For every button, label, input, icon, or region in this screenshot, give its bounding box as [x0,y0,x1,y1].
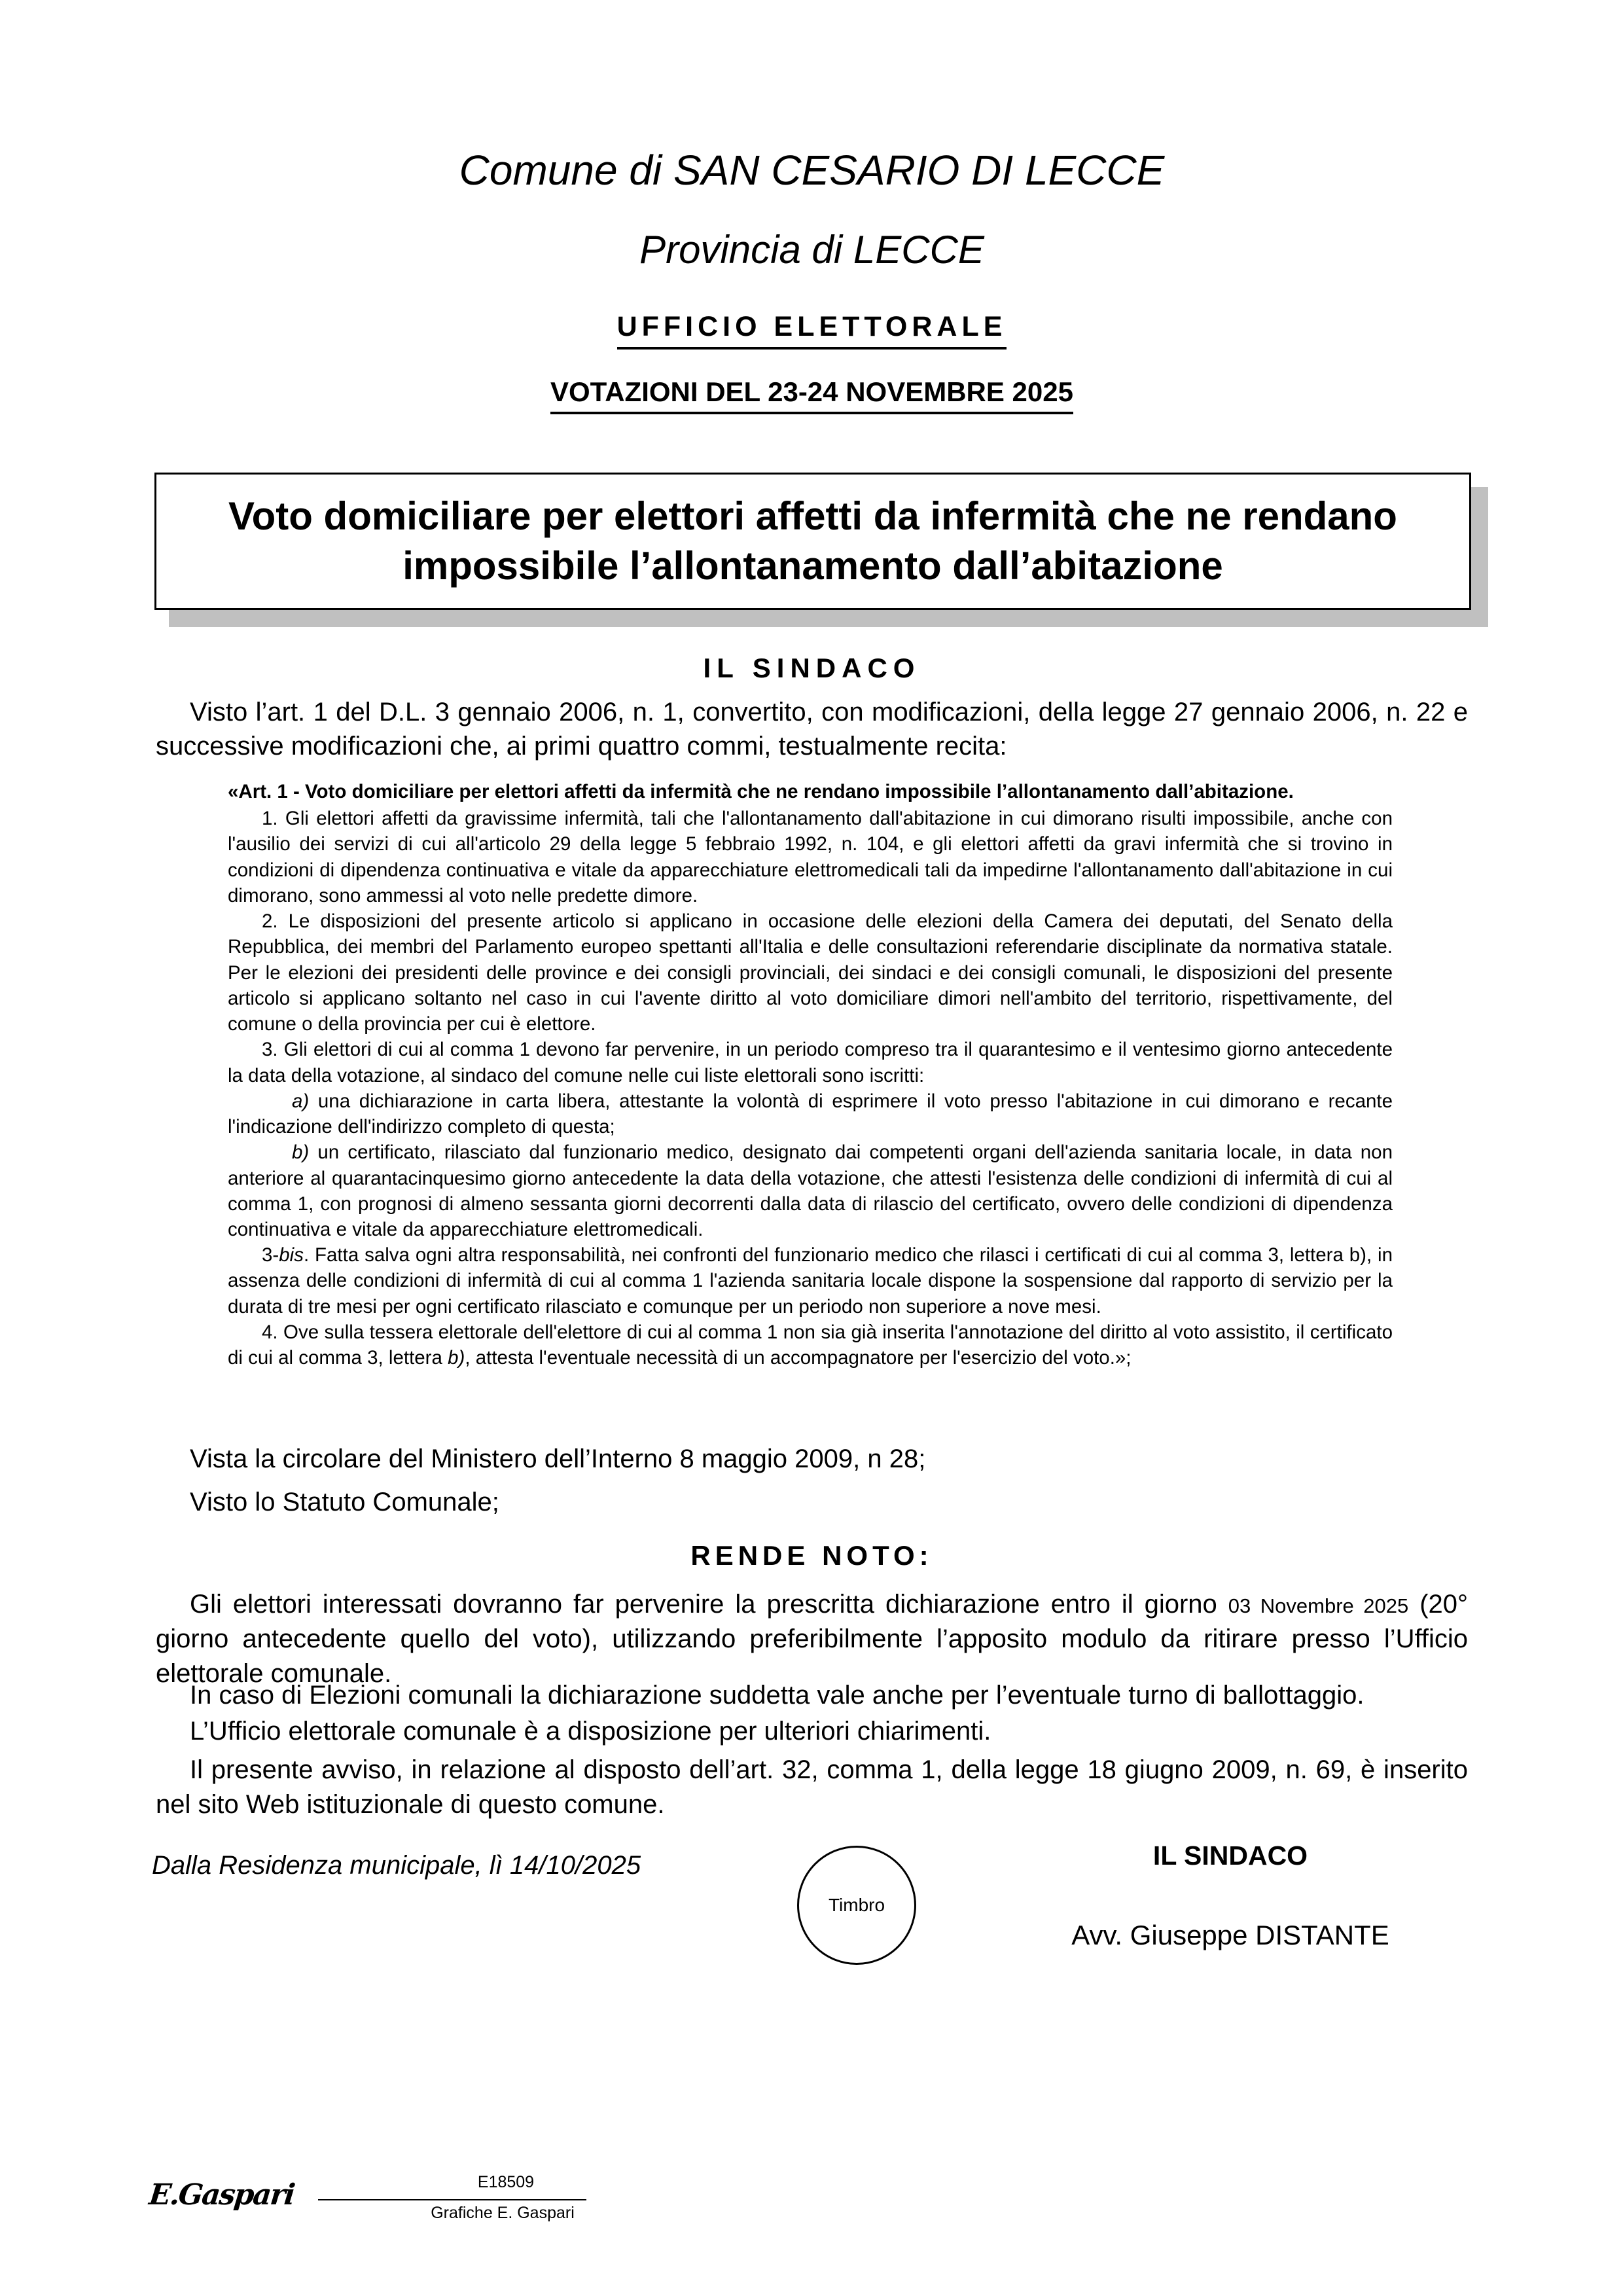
footer-block [147,2173,575,2246]
footer-document-code: E18509 [477,2173,535,2191]
ufficio-elettorale-text: UFFICIO ELETTORALE [617,311,1007,350]
vista-circolare-line: Vista la circolare del Ministero dell’Interno 8 maggio 2009, n 28; [190,1444,926,1473]
quote-letter-b-text: un certificato, rilasciato dal funzionario medico, designato dai competenti organi dell'azienda sanitaria locale, in data non anteriore al quarantacinquesimo giorno antecedente la data della votazione, che attesti l'esistenza delle condizioni di infermità di cui al comma 1, con prognosi di almeno sessanta giorni decorrenti dalla data di rilascio del certificato, ovvero delle condizioni di dipendenza continuativa e vitale da apparecchiature elettromedicali. [228,1141,1393,1240]
residenza-date-line: Dalla Residenza municipale, lì 14/10/2025 [152,1851,641,1880]
quote-comma-4 [228,1319,1393,1371]
votazioni-date-text: VOTAZIONI DEL 23-24 NOVEMBRE 2025 [550,376,1073,414]
title-box [154,473,1471,610]
rende-noto-heading: RENDE NOTO: [690,1540,933,1571]
quote-comma-2: 2. Le disposizioni del presente articolo si applicano in occasione delle elezioni della Camera dei deputati, del Senato della Repubblica, dei membri del Parlamento europeo spettanti all'Italia e delle consultazioni referendarie disciplinate da normativa statale. Per le elezioni dei presidenti delle province e dei consigli provinciali, dei sindaci e dei consigli comunali, le disposizioni del presente articolo si applicano soltanto nel caso in cui l'avente diritto al voto domiciliare dimori nell'ambito del territorio, rispettivamente, del comune o della provincia per cui è elettore. [228,910,1393,1035]
quote-comma-4-italic: b) [448,1347,465,1369]
ufficio-elettorale-heading [156,313,1468,341]
timbro-stamp-circle [797,1846,916,1965]
deadline-date: 03 Novembre 2025 [1228,1594,1409,1617]
votazioni-date-heading [156,378,1468,406]
quote-letter-b-marker: b) [292,1141,310,1164]
body-p1-part2: (20° giorno antecedente quello del voto), utilizzando preferibilmente l’apposito modulo da ritirare presso l’Ufficio elettorale comunale. [156,1590,1469,1688]
footer-publisher: Grafiche E. Gaspari [431,2204,575,2222]
quote-letter-b [228,1139,1393,1242]
preamble-paragraph: Visto l’art. 1 del D.L. 3 gennaio 2006, n. 1, convertito, con modificazioni, della legge 27 gennaio 2006, n. 22 e successive modificazioni che, ai primi quattro commi, testualmente recita: [156,698,1468,761]
quote-comma-3bis-text: . Fatta salva ogni altra responsabilità, nei confronti del funzionario medico che rilasci i certificati di cui al comma 3, lettera b), in assenza delle condizioni di infermità di cui al comma 1 l'azienda sanitaria locale dispone la sospensione dal rapporto di servizio per la durata di tre mesi per ogni certificato rilasciato e comunque per un periodo non superiore a nove mesi. [228,1244,1393,1318]
quote-comma-1: 1. Gli elettori affetti da gravissime infermità, tali che l'allontanamento dall'abitazione in cui dimorano risulti impossibile, anche con l'ausilio dei servizi di cui all'articolo 29 della legge 5 febbraio 1992, n. 104, e gli elettori affetti da gravi infermità che si trovino in condizioni di dipendenza continuativa e vitale da apparecchiature elettromedicali tali da impedirne l'allontanamento dall'abitazione in cui dimorano, sono ammessi al voto nelle predette dimore. [228,808,1393,906]
body-paragraph-2: In caso di Elezioni comunali la dichiarazione suddetta vale anche per l’eventuale turno di ballottaggio. [190,1681,1364,1710]
quote-comma-3bis [228,1242,1393,1319]
quoted-article-block [228,779,1393,1371]
signature-sindaco-name: Avv. Giuseppe DISTANTE [1071,1920,1389,1950]
quote-comma-4-part2: , attesta l'eventuale necessità di un accompagnatore per l'esercizio del voto.»; [465,1347,1132,1369]
footer-divider [318,2199,586,2200]
body-paragraph-3: L’Ufficio elettorale comunale è a disposizione per ulteriori chiarimenti. [190,1717,991,1746]
body-paragraph-4: Il presente avviso, in relazione al disposto dell’art. 32, comma 1, della legge 18 giugno 2009, n. 69, è inserito nel sito Web istituzionale di questo comune. [156,1755,1468,1819]
quote-comma-4-part1: 4. Ove sulla tessera elettorale dell'elettore di cui al comma 1 non sia già inserita l'annotazione del diritto al voto assistito, il certificato di cui al comma 3, lettera [228,1321,1393,1369]
title-box-text: Voto domiciliare per elettori affetti da infermità che ne rendano impossibile l’allontanamento dall’abitazione [228,494,1397,588]
signature-il-sindaco-label: IL SINDACO [1152,1840,1308,1871]
comune-title: Comune di SAN CESARIO DI LECCE [459,147,1165,194]
quote-title: «Art. 1 - Voto domiciliare per elettori affetti da infermità che ne rendano impossibile l’allontanamento dall’abitazione. [228,781,1294,802]
body-paragraph-1 [156,1587,1468,1691]
gaspari-logo: E.Gaspari [147,2178,296,2212]
il-sindaco-heading: IL SINDACO [703,653,921,683]
quote-comma-3bis-num: 3- [262,1244,279,1266]
quote-letter-a-marker: a) [292,1090,310,1112]
timbro-label: Timbro [828,1895,885,1915]
visto-statuto-line: Visto lo Statuto Comunale; [190,1488,499,1516]
quote-comma-3bis-bis: bis [279,1244,304,1266]
quote-comma-3: 3. Gli elettori di cui al comma 1 devono far pervenire, in un periodo compreso tra il quarantesimo e il ventesimo giorno antecedente la data della votazione, al sindaco del comune nelle cui liste elettorali sono iscritti: [228,1039,1393,1086]
title-box-container [154,473,1474,613]
body-p1-part1: Gli elettori interessati dovranno far pervenire la prescritta dichiarazione entro il giorno [190,1590,1228,1619]
provincia-title: Provincia di LECCE [639,228,984,272]
quote-letter-a [228,1088,1393,1139]
quote-letter-a-text: una dichiarazione in carta libera, attestante la volontà di esprimere il voto presso l'abitazione in cui dimorano e recante l'indicazione dell'indirizzo completo di questa; [228,1090,1393,1138]
